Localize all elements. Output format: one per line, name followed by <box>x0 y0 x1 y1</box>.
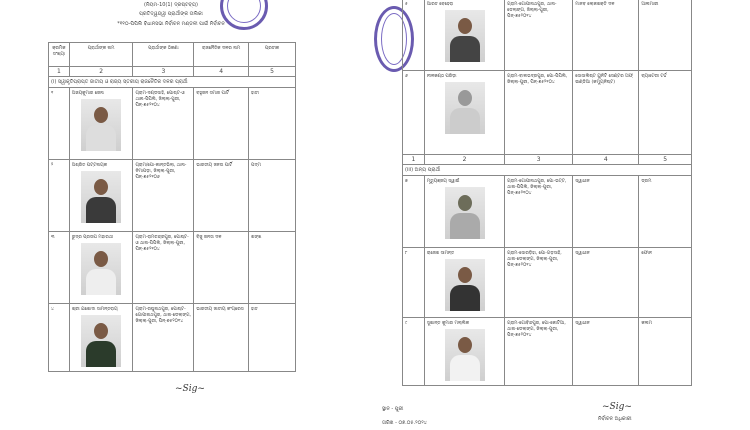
candidate-party: ସ୍ୱାଧୀନ <box>573 176 639 248</box>
table-row <box>403 71 692 155</box>
row-sno: ୧ <box>49 88 70 160</box>
table-row <box>403 176 692 248</box>
candidate-photo <box>81 243 121 295</box>
candidate-party: ମାନବ ଲୋକଶକ୍ତି ଦଳ <box>573 0 639 71</box>
candidate-photo <box>81 171 121 223</box>
colnum: 5 <box>639 155 692 165</box>
candidate-photo <box>445 10 485 62</box>
table-row <box>403 248 692 318</box>
officer-title: ନିର୍ବାଚନ ଅଧିକାରୀ <box>598 416 632 422</box>
candidate-cell <box>424 176 504 248</box>
candidate-name: ଅଶ୍ରିତ ପଟ୍ଟନାୟକ <box>71 163 108 168</box>
header-symbol: ପ୍ରତୀକ <box>248 43 295 67</box>
candidate-address: ଗ୍ରାମ-ରଘୁନାଥପୁର, ପୋଷ୍ଟ-ଗୋପୀନାଥପୁର, ଥାନା-ଡେଲାଙ୍ଗ, ଜିଲ୍ଲା-ପୁରୀ, ପିନ୍-୭୫୨୦୧୪ <box>133 304 194 372</box>
candidate-photo <box>445 82 485 134</box>
candidate-party: ଭାରତୀୟ ଜାତୀୟ କଂଗ୍ରେସ <box>194 304 249 372</box>
colnum: 1 <box>403 155 425 165</box>
candidate-name: ଆରତ ବେହେରା <box>426 2 454 7</box>
candidate-photo <box>445 187 485 239</box>
candidate-cell <box>69 160 133 232</box>
candidate-symbol: ଆଲମାରୀ <box>639 0 692 71</box>
colnum: 1 <box>49 67 70 77</box>
candidate-name: ରାଜେଶ ସାମନ୍ତ <box>426 251 455 256</box>
candidate-symbol: ଫୋନ <box>639 248 692 318</box>
header-party: ରାଜନୈତିକ ଦଳର ନାମ <box>194 43 249 67</box>
candidate-symbol: କଲମ <box>639 318 692 386</box>
table-row <box>49 88 296 160</box>
colnum: 2 <box>424 155 504 165</box>
candidate-symbol: ହାତ <box>248 304 295 372</box>
officer-signature: ~Sig~ <box>602 402 632 412</box>
candidate-address: ଗ୍ରାମ-ଦଣ୍ଡସାହି, ପୋଷ୍ଟ-ଓ ଥାନା-ପିପିଲି, ଜିଲ୍ଲା-ପୁରୀ, ପିନ୍-୭୫୨୧୦୪ <box>133 88 194 160</box>
officer-signature: ~Sig~ <box>175 384 205 394</box>
candidate-symbol: ହାତୀ <box>248 88 295 160</box>
candidate-symbol: ପଦ୍ମ <box>248 160 295 232</box>
colnum: 4 <box>573 155 639 165</box>
table-row <box>49 304 296 372</box>
candidate-cell <box>69 88 133 160</box>
place-label: ସ୍ଥାନ - ପୁରୀ <box>382 406 404 412</box>
date-label: ତାରିଖ - ୦୭.୦୫.୨୦୨୪ <box>382 420 427 426</box>
candidate-address: ଗ୍ରାମ-ବାଲଭଦ୍ରପୁର, ପୋ-ପିପିଲି, ଜିଲ୍ଲା-ପୁରୀ, ପିନ୍-୭୫୨୧୦୪ <box>505 71 573 155</box>
candidate-symbol: ଡ୍ରମ <box>639 176 692 248</box>
candidate-cell <box>424 248 504 318</box>
candidate-name: ସୁଶାନ୍ତ କୁମାର ମଲ୍ଲିକ <box>426 321 470 326</box>
header-sno: କ୍ରମିକ ସଂଖ୍ୟା <box>49 43 70 67</box>
candidate-cell <box>424 318 504 386</box>
row-sno: ୭ <box>403 176 425 248</box>
candidate-party: ସୋସାଲିଷ୍ଟ ୟୁନିଟି ସେଣ୍ଟର ଅଫ୍ ଇଣ୍ଡିଆ (କମ୍ୟୁନିଷ୍ଟ) <box>573 71 639 155</box>
colnum: 2 <box>69 67 133 77</box>
candidate-photo <box>81 315 121 367</box>
candidate-address: ଗ୍ରାମ/ପୋ-କାନ୍ତଭିଲା, ଥାନା-ନିମାପଡ଼ା, ଜିଲ୍ଲା-ପୁରୀ, ପିନ୍-୭୫୨୧୦୬ <box>133 160 194 232</box>
table-row <box>403 0 692 71</box>
candidate-name: ରୁଦ୍ର ପ୍ରତାପ ମହାରଥୀ <box>71 235 114 240</box>
table-row <box>403 318 692 386</box>
candidate-cell <box>424 0 504 71</box>
candidate-photo <box>81 99 121 151</box>
candidate-symbol: ବ୍ୟାଟେରୀ ଟର୍ଚ୍ଚ <box>639 71 692 155</box>
candidate-address: ଗ୍ରାମ-ଗୋପୀନାଥପୁର, ପୋ-ଭଟ୍ଟ, ଥାନା-ପିପିଲି, ଜିଲ୍ଲା-ପୁରୀ, ପିନ୍-୭୫୨୧୦୪ <box>505 176 573 248</box>
colnum: 3 <box>133 67 194 77</box>
row-sno: ୪ <box>49 304 70 372</box>
row-sno: ୨ <box>49 160 70 232</box>
candidate-cell <box>424 71 504 155</box>
candidate-photo <box>445 259 485 311</box>
candidate-name: ଶ୍ରୀ ଯଶୋଦା ସାମନ୍ତରାୟ <box>71 307 118 312</box>
row-sno: ୬ <box>403 71 425 155</box>
candidate-cell <box>69 304 133 372</box>
candidate-party: ସ୍ୱାଧୀନ <box>573 318 639 386</box>
document-title: ପ୍ରତିଦ୍ୱନ୍ଦ୍ୱୀ ପ୍ରାର୍ଥୀଙ୍କ ତାଲିକା <box>139 11 203 17</box>
candidate-photo <box>445 329 485 381</box>
left-document-page <box>40 0 302 430</box>
row-sno: ୯ <box>403 318 425 386</box>
header-name: ପ୍ରାର୍ଥୀଙ୍କ ନାମ <box>69 43 133 67</box>
candidates-table-right <box>402 0 692 386</box>
candidate-address: ଗ୍ରାମ-ଗୋବିନ୍ଦପୁର, ପୋ-କୋଟିଆ, ଥାନା-ଡେଲାଙ୍ଗ, ଜିଲ୍ଲା-ପୁରୀ, ପିନ୍-୭୫୨୦୧୪ <box>505 318 573 386</box>
candidate-name: ଅଜୟକୁମାର ଜେନା <box>71 91 104 96</box>
candidate-name: ମୃତ୍ୟୁଞ୍ଜୟ ସ୍ୱାଇଁ <box>426 179 460 184</box>
election-title: *୧୧୦-ପିପିଲି ବିଧାନସଭା ନିର୍ବାଚନ ମଣ୍ଡଳୀ ପାଇଁ ନିର୍ବାଚନ <box>117 21 225 27</box>
candidate-party: ଭାରତୀୟ ଜନତା ପାର୍ଟି <box>194 160 249 232</box>
row-sno: ୮ <box>403 248 425 318</box>
colnum: 5 <box>248 67 295 77</box>
colnum: 3 <box>505 155 573 165</box>
table-row <box>49 232 296 304</box>
candidate-party: ସ୍ୱାଧୀନ <box>573 248 639 318</box>
table-row <box>49 160 296 232</box>
row-sno: ୫ <box>403 0 425 71</box>
candidates-table-left <box>48 42 296 372</box>
candidate-symbol: ଶଙ୍ଖ <box>248 232 295 304</box>
right-document-page <box>370 0 700 430</box>
candidate-party: ବହୁଜନ ସମାଜ ପାର୍ଟି <box>194 88 249 160</box>
section-heading: (i) ସ୍ୱୀକୃତିପ୍ରାପ୍ତ ଜାତୀୟ ଓ ରାଜ୍ୟ ସ୍ତରୀୟ ରାଜନୈତିକ ଦଳର ପ୍ରାର୍ଥୀ <box>49 77 296 88</box>
candidate-address: ଗ୍ରାମ-ଗୋପୀନାଥପୁର, ଥାନା-ଡେଲାଙ୍ଗ, ଜିଲ୍ଲା-ପୁରୀ, ପିନ୍-୭୫୨୦୧୪ <box>505 0 573 71</box>
form-number: (ନିୟମ-10(1) ଦ୍ରଷ୍ଟବ୍ୟ) <box>144 2 198 8</box>
header-address: ପ୍ରାର୍ଥୀଙ୍କ ଠିକଣା <box>133 43 194 67</box>
candidate-address: ଗ୍ରାମ-ସୋରଡ଼ିହା, ପୋ-ଗଡ଼ସାହି, ଥାନା-ଡେଲାଙ୍ଗ, ଜିଲ୍ଲା-ପୁରୀ, ପିନ୍-୭୫୨୦୧୪ <box>505 248 573 318</box>
colnum: 4 <box>194 67 249 77</box>
section-heading: (iii) ଅନ୍ୟ ପ୍ରାର୍ଥୀ <box>403 165 692 176</box>
candidate-cell <box>69 232 133 304</box>
candidate-name: ନୀଳକଣ୍ଠ ପରିଡ଼ା <box>426 74 457 79</box>
candidate-address: ଗ୍ରାମ-ରାମଚନ୍ଦ୍ରପୁର, ପୋଷ୍ଟ-ଓ ଥାନା-ପିପିଲି, ଜିଲ୍ଲା-ପୁରୀ, ପିନ୍-୭୫୨୧୦୪ <box>133 232 194 304</box>
candidate-party: ବିଜୁ ଜନତା ଦଳ <box>194 232 249 304</box>
row-sno: ୩ <box>49 232 70 304</box>
